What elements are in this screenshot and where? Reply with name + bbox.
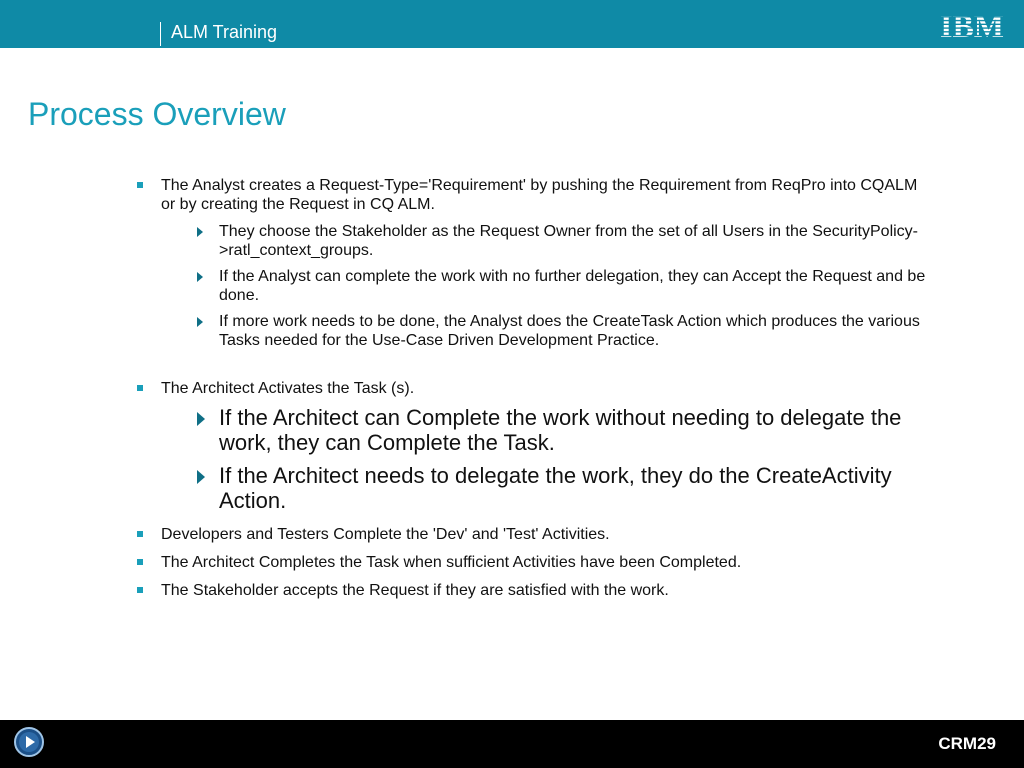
list-item-text: If more work needs to be done, the Analyst does the CreateTask Action which produces the various Tasks needed for the Use-Case Driven Development Practice. xyxy=(219,313,920,349)
list-item xyxy=(161,581,931,600)
list-item-text: If the Architect can Complete the work without needing to delegate the work, they can Complete the Task. xyxy=(219,405,902,455)
arrow-bullet-icon xyxy=(197,272,203,282)
list-item xyxy=(219,405,931,455)
list-item-text: If the Architect needs to delegate the work, they do the CreateActivity Action. xyxy=(219,463,892,513)
list-item-text: The Analyst creates a Request-Type='Requirement' by pushing the Requirement from ReqPro into CQALM or by creating the Request in CQ ALM. xyxy=(161,177,918,213)
list-item-text: The Architect Activates the Task (s). xyxy=(161,380,415,397)
header-bar xyxy=(0,0,1024,48)
list-item xyxy=(161,553,931,572)
arrow-bullet-icon xyxy=(197,470,205,484)
list-item xyxy=(219,267,931,305)
list-item-text: If the Analyst can complete the work with no further delegation, they can Accept the Request and be done. xyxy=(219,268,926,304)
ibm-logo-text: IBM xyxy=(940,10,1004,40)
footer-bar xyxy=(0,720,1024,768)
header-divider xyxy=(160,22,161,46)
square-bullet-icon xyxy=(137,559,143,565)
page-number: CRM29 xyxy=(938,734,996,753)
list-item xyxy=(161,176,931,214)
arrow-bullet-icon xyxy=(197,412,205,426)
list-item xyxy=(161,379,931,398)
square-bullet-icon xyxy=(137,531,143,537)
square-bullet-icon xyxy=(137,182,143,188)
list-item xyxy=(219,222,931,260)
page-title: Process Overview xyxy=(28,96,286,132)
header-title: ALM Training xyxy=(171,22,278,42)
arrow-bullet-icon xyxy=(197,227,203,237)
list-item-text: Developers and Testers Complete the 'Dev' and 'Test' Activities. xyxy=(161,526,610,543)
play-icon[interactable] xyxy=(14,727,44,757)
square-bullet-icon xyxy=(137,587,143,593)
square-bullet-icon xyxy=(137,385,143,391)
list-item-text: The Stakeholder accepts the Request if they are satisfied with the work. xyxy=(161,582,669,599)
list-item-text: They choose the Stakeholder as the Request Owner from the set of all Users in the SecurityPolicy->ratl_context_groups. xyxy=(219,223,918,259)
list-item xyxy=(219,312,931,350)
ibm-logo xyxy=(936,10,1008,40)
arrow-bullet-icon xyxy=(197,317,203,327)
list-item xyxy=(219,463,931,513)
list-item-text: The Architect Completes the Task when sufficient Activities have been Completed. xyxy=(161,554,742,571)
list-item xyxy=(161,525,931,544)
